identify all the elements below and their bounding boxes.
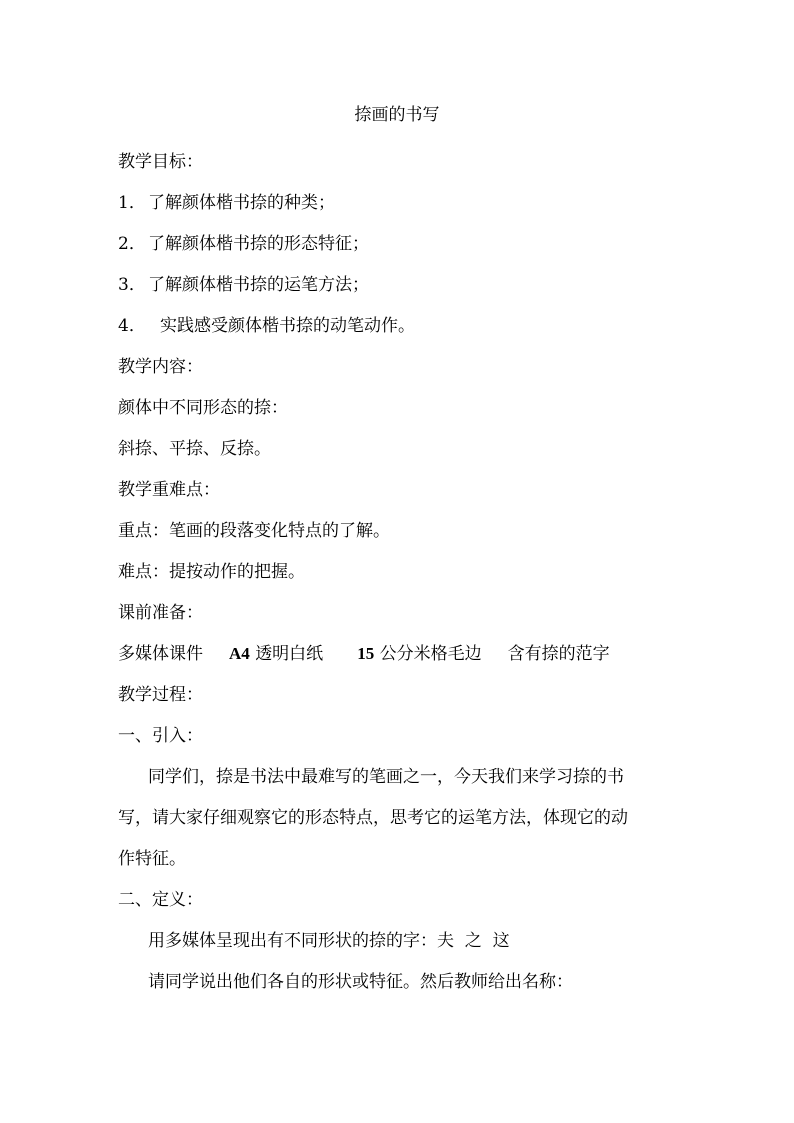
preparation-list [118, 641, 610, 667]
intro-paragraph-line: 作特征。 [118, 849, 186, 869]
definition-line: 用多媒体呈现出有不同形状的捺的字：夫 之 这 [148, 931, 510, 951]
content-line: 斜捺、平捺、反捺。 [118, 439, 271, 459]
difficult-point: 难点：提按动作的把握。 [118, 562, 305, 582]
prep-item: 多媒体课件 [118, 644, 203, 664]
objective-number: 4． [118, 316, 146, 336]
objectives-heading: 教学目标： [118, 152, 203, 172]
objective-number: 2． [118, 234, 146, 254]
key-point: 重点：笔画的段落变化特点的了解。 [118, 521, 390, 541]
objective-item [118, 313, 415, 339]
prep-item: 透明白纸 [255, 644, 324, 664]
document-title: 捺画的书写 [354, 105, 440, 125]
objective-text: 实践感受颜体楷书捺的动笔动作。 [160, 316, 415, 336]
preparation-heading: 课前准备： [118, 603, 203, 623]
objective-text: 了解颜体楷书捺的形态特征； [148, 234, 369, 254]
intro-paragraph-line: 同学们，捺是书法中最难写的笔画之一，今天我们来学习捺的书 [148, 767, 624, 787]
definition-heading: 二、定义： [118, 890, 203, 910]
objective-item [118, 190, 335, 216]
intro-heading: 一、引入： [118, 726, 203, 746]
content-heading: 教学内容： [118, 357, 203, 377]
objective-number: 1． [118, 193, 146, 213]
prep-item: 公分米格毛边 [379, 644, 482, 664]
intro-paragraph-line: 写，请大家仔细观察它的形态特点，思考它的运笔方法，体现它的动 [118, 808, 628, 828]
content-line: 颜体中不同形态的捺： [118, 398, 288, 418]
process-heading: 教学过程： [118, 685, 203, 705]
prep-item: A4 [229, 644, 250, 663]
prep-item: 15 [357, 644, 375, 663]
prep-item: 含有捺的范字 [507, 644, 610, 664]
objective-number: 3． [118, 275, 146, 295]
objective-item [118, 272, 369, 298]
definition-line: 请同学说出他们各自的形状或特征。然后教师给出名称： [148, 972, 573, 992]
objective-text: 了解颜体楷书捺的运笔方法； [148, 275, 369, 295]
objective-item [118, 231, 369, 257]
key-points-heading: 教学重难点： [118, 480, 220, 500]
objective-text: 了解颜体楷书捺的种类； [148, 193, 335, 213]
